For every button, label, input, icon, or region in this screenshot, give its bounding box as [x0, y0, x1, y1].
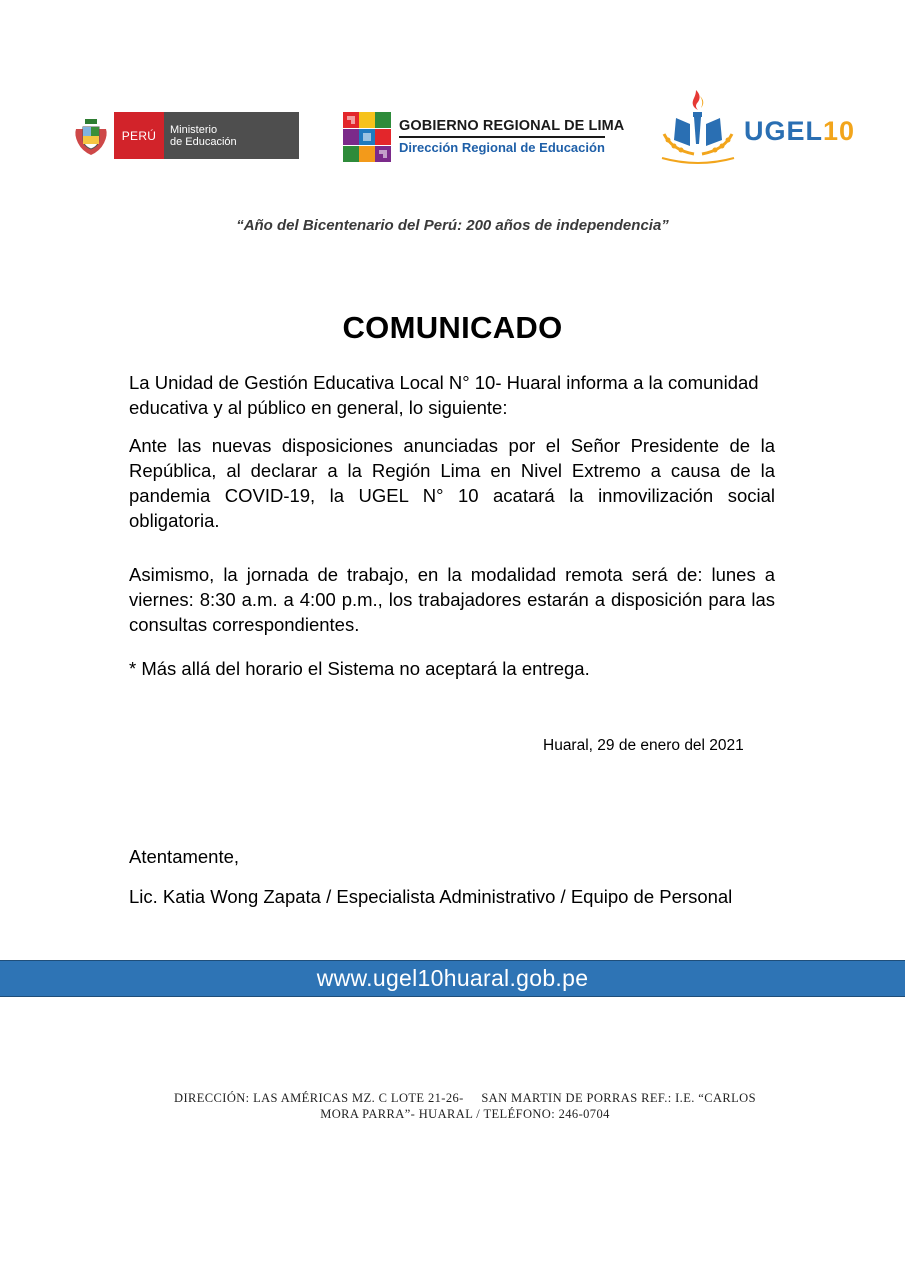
closing-text: Atentamente,	[129, 846, 240, 867]
paragraph-dispositions: Ante las nuevas disposiciones anunciadas por el Señor Presidente de la República, al declarar a la Región Lima en Nivel Extremo a causa de la pandemia COVID-19, la UGEL N° 10 acatará la inmovilización social obligatoria.	[129, 435, 775, 531]
gore-subtitle: Dirección Regional de Educación	[399, 140, 605, 155]
coat-of-arms-icon	[72, 115, 110, 157]
ministry-label-line1: Ministerio	[170, 124, 218, 136]
gore-lima-mark-icon	[343, 112, 391, 162]
gore-title: GOBIERNO REGIONAL DE LIMA	[399, 118, 625, 134]
website-link[interactable]: www.ugel10huaral.gob.pe	[316, 965, 589, 991]
document-date: Huaral, 29 de enero del 2021	[543, 737, 744, 754]
ugel-name-prefix: UGEL	[744, 116, 824, 146]
paragraph-intro: La Unidad de Gestión Educativa Local N° 10- Huaral informa a la comunidad educativa y al público en general, lo siguiente:	[129, 372, 759, 418]
address-line1: DIRECCIÓN: LAS AMÉRICAS MZ. C LOTE 21-26- SAN MARTIN DE PORRAS REF.: I.E. “CARLOS	[174, 1091, 756, 1105]
address-line2: MORA PARRA”- HUARAL / TELÉFONO: 246-0704	[320, 1107, 610, 1121]
ugel-name-number: 10	[823, 116, 856, 146]
minedu-logo	[72, 112, 299, 159]
ministry-label-line2: de Educación	[170, 136, 237, 148]
ugel10-name	[744, 116, 855, 147]
gore-lima-logo	[343, 112, 625, 164]
paragraph-schedule: Asimismo, la jornada de trabajo, en la modalidad remota será de: lunes a viernes: 8:30 a.m. a 4:00 p.m., los trabajadores estarán a disposición para las consultas correspondientes.	[129, 564, 775, 635]
ugel10-logo	[656, 88, 856, 170]
peru-label: PERÚ	[114, 112, 164, 159]
document-title: COMUNICADO	[342, 310, 563, 345]
address-block	[140, 1090, 790, 1122]
torch-book-laurel-icon	[656, 88, 742, 168]
year-slogan: “Año del Bicentenario del Perú: 200 años de independencia”	[236, 217, 669, 234]
website-banner	[0, 960, 905, 997]
paragraph-note: * Más allá del horario el Sistema no aceptará la entrega.	[129, 658, 590, 679]
signature-line: Lic. Katia Wong Zapata / Especialista Administrativo / Equipo de Personal	[129, 886, 733, 907]
